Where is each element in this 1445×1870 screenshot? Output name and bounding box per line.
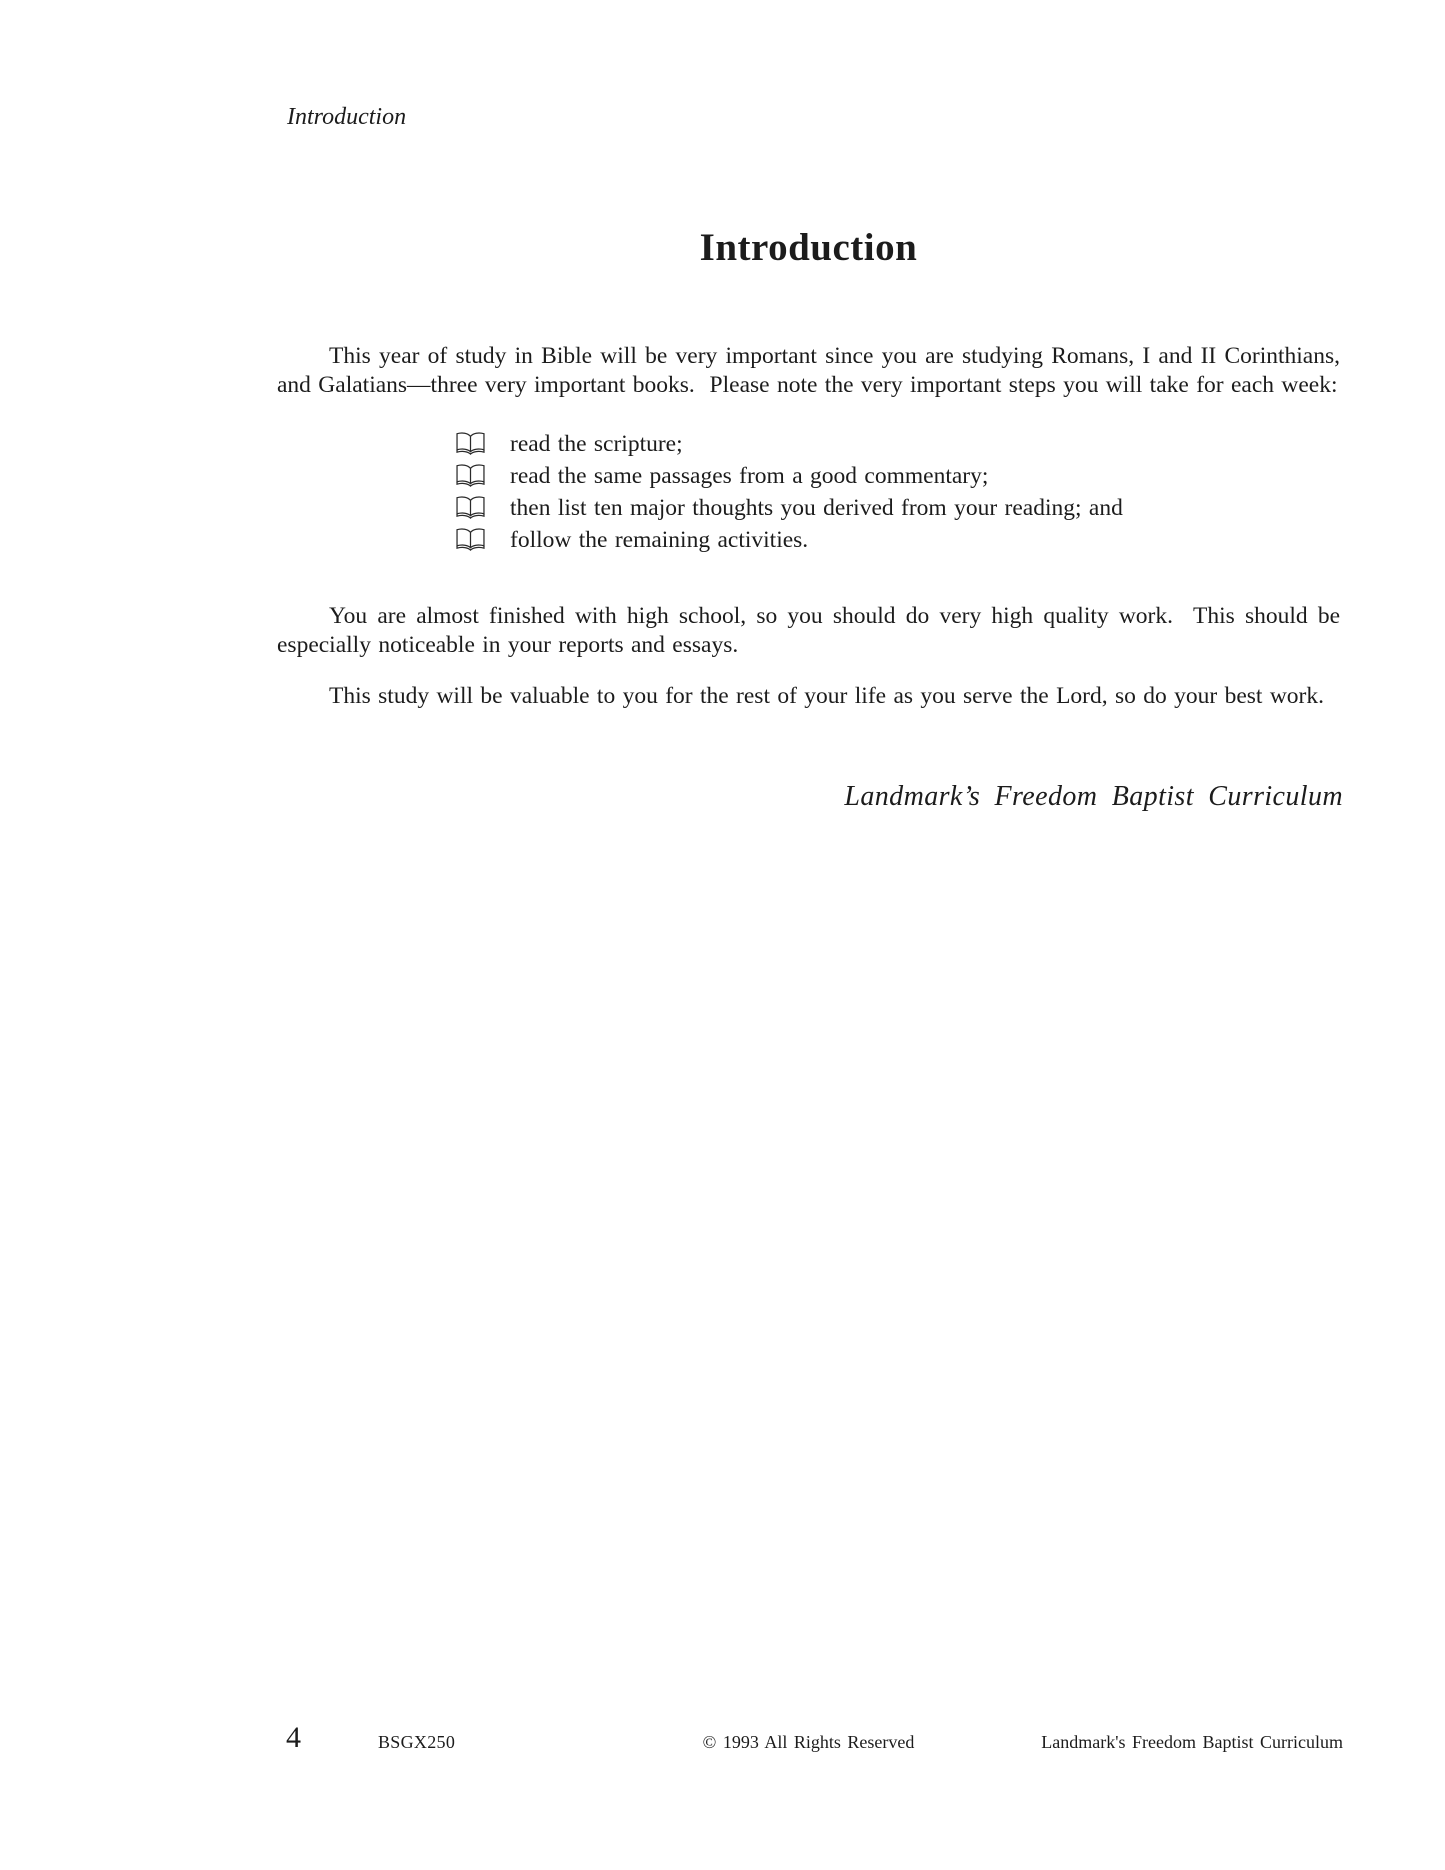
quality-work-paragraph: You are almost finished with high school, so you should do very high quality work. This should be especially noticeable in your reports and essays. <box>277 602 1340 658</box>
list-item-text: then list ten major thoughts you derived from your reading; and <box>510 495 1123 521</box>
open-book-icon <box>454 527 487 552</box>
list-item-text: read the same passages from a good commentary; <box>510 463 989 489</box>
list-item <box>454 461 1314 493</box>
footer-publisher: Landmark's Freedom Baptist Curriculum <box>1041 1732 1343 1752</box>
list-item-text: follow the remaining activities. <box>510 527 809 553</box>
weekly-steps-list <box>454 429 1314 557</box>
page-title: Introduction <box>699 226 918 270</box>
list-item <box>454 493 1314 525</box>
running-header: Introduction <box>287 104 407 130</box>
open-book-icon <box>454 495 487 520</box>
open-book-icon <box>454 431 487 456</box>
open-book-icon <box>454 463 487 488</box>
intro-paragraph: This year of study in Bible will be very important since you are studying Romans, I and II Corinthians, and Galatians—three very important books. Please note the very important steps you will take for each week: <box>277 342 1340 398</box>
lifelong-value-paragraph: This study will be valuable to you for the rest of your life as you serve the Lord, so do your best work. <box>329 682 1324 709</box>
list-item <box>454 525 1314 557</box>
curriculum-signature: Landmark’s Freedom Baptist Curriculum <box>844 781 1343 812</box>
footer-page-number: 4 <box>286 1721 301 1754</box>
footer-course-code: BSGX250 <box>378 1732 456 1752</box>
list-item-text: read the scripture; <box>510 431 683 457</box>
footer-copyright: © 1993 All Rights Reserved <box>702 1732 915 1752</box>
list-item <box>454 429 1314 461</box>
